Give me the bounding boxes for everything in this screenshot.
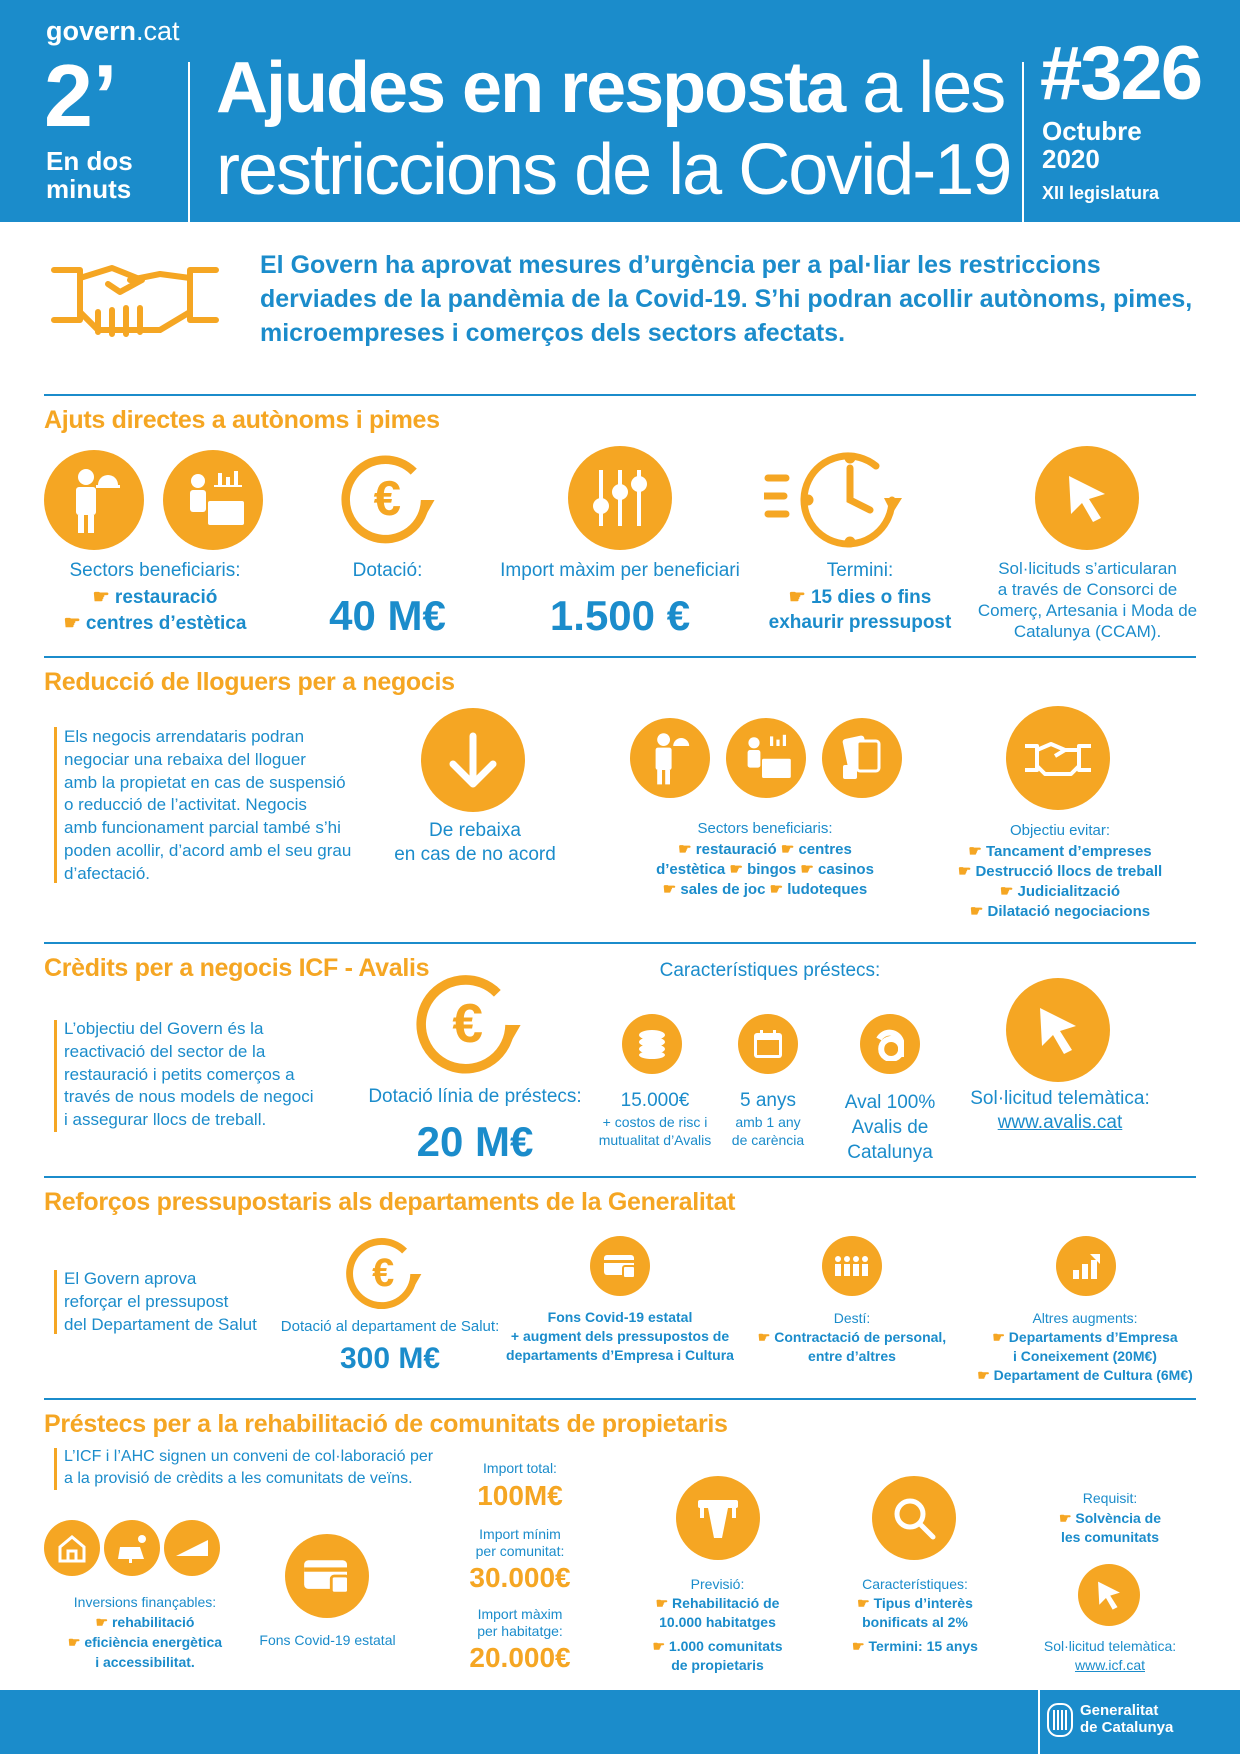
s5-req-label: Requisit: <box>1082 1490 1138 1506</box>
pointing-hand-icon: ☛ <box>780 841 799 858</box>
divider-2 <box>44 656 1196 658</box>
s3-caract-label: Característiques préstecs: <box>659 960 881 981</box>
section-title-ajuts: Ajuts directes a autònoms i pimes <box>44 406 440 434</box>
section-title-prestecs: Préstecs per a la rehabilitació de comunitats de propietaris <box>44 1410 728 1438</box>
s5-car-3: ☛ Termini: 15 anys <box>852 1638 978 1654</box>
issue-month: Octubre <box>1042 116 1142 146</box>
s5-body <box>64 1446 444 1490</box>
s4-body <box>64 1268 284 1336</box>
s5-body-line: L’ICF i l’AHC signen un conveni de col·laboració per <box>64 1448 434 1465</box>
s4-altres-3: ☛ Departament de Cultura (6M€) <box>977 1367 1193 1383</box>
title-light: a les <box>844 48 1005 128</box>
magnifier-icon <box>872 1476 956 1560</box>
ramp-icon <box>164 1520 220 1576</box>
footer-divider <box>1038 1690 1040 1754</box>
s3-c2-l2: amb 1 any <box>735 1114 801 1130</box>
cursor-icon[interactable] <box>1006 978 1110 1082</box>
issue-number: #326 <box>1040 31 1202 116</box>
s5-inv-2: ☛ eficiència energètica <box>67 1634 223 1650</box>
euro-cycle-icon <box>345 1234 429 1314</box>
pointing-hand-icon: ☛ <box>67 1634 85 1650</box>
card-lock-icon <box>590 1236 650 1296</box>
pointing-hand-icon: ☛ <box>968 843 986 860</box>
s3-c1-l3: mutualitat d’Avalis <box>598 1132 712 1148</box>
s5-body-line: a la provisió de crèdits a les comunitats de veïns. <box>64 1470 413 1487</box>
s4-dot-label: Dotació al departament de Salut: <box>280 1318 500 1335</box>
handshake-icon <box>1006 706 1110 810</box>
brand-bold: govern <box>46 16 137 46</box>
page-title-line2: restriccions de la Covid-19 <box>216 130 1011 210</box>
s2-sectors-line2: d’estètica ☛ bingos ☛ casinos <box>656 861 874 878</box>
s1-sol-line: Sol·licituds s’articularan <box>998 559 1177 578</box>
s5-car-2: bonificats al 2% <box>862 1614 968 1630</box>
s4-fons-line: + augment dels pressupostos de <box>510 1328 730 1344</box>
s3-c2-big: 5 anys <box>740 1090 796 1111</box>
s1-termini-1: ☛ 15 dies o fins <box>788 587 932 608</box>
generalitat-line: Generalitat <box>1080 1702 1159 1719</box>
s2-body-line: poden acollir, d’acord amb el seu grau <box>64 840 352 860</box>
s4-altres-2: i Coneixement (20M€) <box>1013 1348 1157 1364</box>
s1-dotacio-label: Dotació: <box>352 560 423 581</box>
s5-car-label: Característiques: <box>862 1576 968 1592</box>
s2-obj-label: Objectiu evitar: <box>1009 822 1111 839</box>
two-min-label-1: En dos <box>46 146 133 176</box>
s1-sol-line: a través de Consorci de <box>997 580 1178 599</box>
s1-import-value: 1.500 € <box>549 592 691 639</box>
footer-bar <box>0 1690 1240 1754</box>
calendar-icon <box>738 1014 798 1074</box>
s3-c1-l2: + costos de risc i <box>602 1114 708 1130</box>
pointing-hand-icon: ☛ <box>729 861 748 878</box>
s5-req-1: ☛ Solvència de <box>1058 1510 1162 1526</box>
s5-imp-max-label-2: per habitatge: <box>477 1623 563 1639</box>
s2-obj-2: ☛ Destrucció llocs de treball <box>957 863 1163 880</box>
s2-body-line: amb funcionament parcial també s’hi <box>64 818 341 838</box>
s2-obj-4: ☛ Dilatació negociacions <box>969 903 1151 920</box>
solar-panel-icon <box>104 1520 160 1576</box>
handshake-icon <box>50 250 220 346</box>
s4-body-line: El Govern aprova <box>64 1269 197 1288</box>
s2-rebaixa-1: De rebaixa <box>429 820 521 841</box>
avalis-link[interactable]: www.avalis.cat <box>997 1112 1123 1133</box>
cursor-icon[interactable] <box>1078 1564 1140 1626</box>
arrow-down-icon <box>421 708 525 812</box>
section-title-credits: Crèdits per a negocis ICF - Avalis <box>44 954 430 982</box>
s1-sol-line: Comerç, Artesania i Moda de <box>977 601 1198 620</box>
pointing-hand-icon: ☛ <box>969 903 988 920</box>
svg-text:€: € <box>372 1251 395 1296</box>
s3-c3-line: Aval 100% <box>844 1092 936 1113</box>
two-min-label-2: minuts <box>46 174 132 204</box>
pointing-hand-icon: ☛ <box>769 881 788 898</box>
svg-text:€: € <box>373 471 401 527</box>
s4-altres-label: Altres augments: <box>1032 1310 1138 1326</box>
clock-icon <box>764 444 924 554</box>
s5-imp-min: 30.000€ <box>469 1562 571 1593</box>
page-title-line1 <box>216 48 1005 128</box>
pointing-hand-icon: ☛ <box>757 1329 775 1345</box>
s2-sectors-line3: ☛ sales de joc ☛ ludoteques <box>662 881 868 898</box>
bar-chart-icon <box>1056 1236 1116 1296</box>
s1-dotacio-value: 40 M€ <box>329 592 446 639</box>
s4-desti-label: Destí: <box>833 1310 871 1326</box>
coins-icon <box>622 1014 682 1074</box>
waiter-icon <box>630 718 710 798</box>
building-icon <box>676 1476 760 1560</box>
house-icon <box>44 1520 100 1576</box>
divider-4 <box>44 1176 1196 1178</box>
s2-accent-bar <box>54 727 57 883</box>
s5-prev-4: de propietaris <box>671 1657 764 1673</box>
s3-c3-line: Catalunya <box>847 1142 933 1163</box>
pointing-hand-icon: ☛ <box>977 1367 994 1383</box>
pointing-hand-icon: ☛ <box>992 1329 1009 1345</box>
s4-fons <box>500 1308 740 1365</box>
s3-sol-label: Sol·licitud telemàtica: <box>970 1088 1150 1109</box>
cards-dice-icon <box>822 718 902 798</box>
s3-body <box>64 1018 324 1132</box>
pointing-hand-icon: ☛ <box>63 613 86 634</box>
pointing-hand-icon: ☛ <box>92 587 115 608</box>
s2-rebaixa-2: en cas de no acord <box>394 844 556 865</box>
s2-body-line: d’afectació. <box>64 863 150 883</box>
s3-c3 <box>830 1090 950 1165</box>
s3-body-line: restauració i petits comerços a <box>64 1064 295 1084</box>
waiter-icon <box>44 450 144 550</box>
s4-dot-value: 300 M€ <box>339 1342 441 1375</box>
s3-dotacio-label: Dotació línia de préstecs: <box>368 1086 582 1107</box>
pointing-hand-icon: ☛ <box>788 587 811 608</box>
s3-body-line: reactivació del sector de la <box>64 1041 266 1061</box>
s4-desti-2: entre d’altres <box>808 1348 896 1364</box>
s4-altres-1: ☛ Departaments d’Empresa <box>992 1329 1178 1345</box>
svg-text:€: € <box>452 991 484 1054</box>
s5-inv-label: Inversions finançables: <box>73 1594 217 1610</box>
s5-inv-1: ☛ rehabilitació <box>95 1614 195 1630</box>
section-title-reforcos: Reforços pressupostaris als departaments de la Generalitat <box>44 1188 736 1216</box>
pointing-hand-icon: ☛ <box>857 1595 874 1611</box>
s1-sector-1: ☛ restauració <box>92 587 218 608</box>
s2-body-line: negociar una rebaixa del lloguer <box>64 749 306 769</box>
s2-obj-1: ☛ Tancament d’empreses <box>968 843 1152 860</box>
pointing-hand-icon: ☛ <box>852 1638 869 1654</box>
beautician-icon <box>726 718 806 798</box>
s5-imp-max: 20.000€ <box>469 1642 571 1673</box>
s2-sectors-line1: ☛ restauració ☛ centres <box>678 841 852 858</box>
s2-body-line: amb la propietat en cas de suspensió <box>64 772 346 792</box>
divider-3 <box>44 942 1196 944</box>
card-lock-icon <box>285 1534 369 1618</box>
s3-c1-big: 15.000€ <box>620 1090 690 1111</box>
s5-sol-label: Sol·licitud telemàtica: <box>1043 1638 1177 1654</box>
s5-imp-total-label: Import total: <box>483 1460 557 1476</box>
s3-body-line: L’objectiu del Govern és la <box>64 1019 264 1038</box>
s5-imp-total: 100M€ <box>477 1480 563 1511</box>
s3-body-line: i assegurar llocs de treball. <box>64 1110 267 1130</box>
icf-link[interactable]: www.icf.cat <box>1074 1657 1145 1673</box>
divider-5 <box>44 1398 1196 1400</box>
s1-sol-line: Catalunya (CCAM). <box>1013 622 1162 641</box>
s2-body-line: o reducció de l’activitat. Negocis <box>64 795 307 815</box>
s5-prev-1: ☛ Rehabilitació de <box>655 1595 780 1611</box>
pointing-hand-icon: ☛ <box>957 863 976 880</box>
pointing-hand-icon: ☛ <box>999 883 1018 900</box>
pointing-hand-icon: ☛ <box>800 861 819 878</box>
s2-body <box>64 726 354 886</box>
s4-desti-1: ☛ Contractació de personal, <box>757 1329 947 1345</box>
s3-dotacio-value: 20 M€ <box>416 1118 534 1165</box>
two-min-number: 2’ <box>44 46 118 145</box>
s3-accent-bar <box>54 1020 57 1132</box>
euro-cycle-icon <box>414 970 532 1080</box>
sliders-icon <box>568 446 672 550</box>
s5-inv-3: i accessibilitat. <box>95 1654 195 1670</box>
brand-light: .cat <box>136 16 180 46</box>
cursor-icon[interactable] <box>1035 446 1139 550</box>
s3-c2-l3: de carència <box>731 1132 805 1148</box>
pointing-hand-icon: ☛ <box>662 881 681 898</box>
section-title-lloguers: Reducció de lloguers per a negocis <box>44 668 455 696</box>
s4-fons-line: departaments d’Empresa i Cultura <box>506 1347 734 1363</box>
s1-sector-2: ☛ centres d’estètica <box>63 613 247 634</box>
s1-sollicituds <box>975 558 1200 642</box>
legislature: XII legislatura <box>1042 183 1160 203</box>
s4-accent-bar <box>54 1270 57 1334</box>
s5-car-1: ☛ Tipus d’interès <box>857 1595 973 1611</box>
s2-body-line: Els negocis arrendataris podran <box>64 727 305 746</box>
s1-termini-label: Termini: <box>826 560 894 581</box>
header-divider-right <box>1022 62 1024 222</box>
s4-body-line: reforçar el pressupost <box>64 1291 229 1311</box>
title-bold: Ajudes en resposta <box>216 48 845 128</box>
s1-termini-2: exhaurir pressupost <box>768 612 952 633</box>
s5-prev-label: Previsió: <box>690 1576 745 1592</box>
s5-req-2: les comunitats <box>1060 1529 1160 1545</box>
s5-imp-min-label-1: Import mínim <box>479 1526 561 1542</box>
s5-imp-max-label-1: Import màxim <box>477 1606 563 1622</box>
header-banner <box>0 0 1240 222</box>
pointing-hand-icon: ☛ <box>1058 1510 1076 1526</box>
pointing-hand-icon: ☛ <box>652 1638 669 1654</box>
generalitat-line: de Catalunya <box>1080 1719 1174 1736</box>
header-divider-left <box>188 62 190 222</box>
s5-fons: Fons Covid-19 estatal <box>259 1632 396 1648</box>
avalis-logo-icon <box>860 1014 920 1074</box>
s4-body-line: del Departament de Salut <box>64 1314 257 1334</box>
intro-text: El Govern ha aprovat mesures d’urgència per a pal·liar les restriccions derviades de la pandèmia de la Covid-19. S’hi podran acollir autònoms, pimes, microempreses i comerços dels sectors afectats. <box>260 251 1193 347</box>
euro-cycle-icon <box>340 448 444 552</box>
s5-prev-3: ☛ 1.000 comunitats <box>652 1638 783 1654</box>
s3-c3-line: Avalis de <box>851 1117 929 1138</box>
beautician-icon <box>163 450 263 550</box>
issue-year: 2020 <box>1042 144 1100 174</box>
s1-sectors-label: Sectors beneficiaris: <box>69 560 241 581</box>
s2-obj-3: ☛ Judicialització <box>999 883 1121 900</box>
s5-imp-min-label-2: per comunitat: <box>475 1543 565 1559</box>
s5-accent-bar <box>54 1448 57 1490</box>
pointing-hand-icon: ☛ <box>678 841 696 858</box>
people-icon <box>822 1236 882 1296</box>
s2-sectors-label: Sectors beneficiaris: <box>697 820 833 837</box>
s1-import-label: Import màxim per beneficiari <box>500 560 740 581</box>
divider-1 <box>44 394 1196 396</box>
pointing-hand-icon: ☛ <box>95 1614 112 1630</box>
brand-logo <box>46 16 180 47</box>
s3-body-line: través de nous models de negoci <box>64 1087 314 1107</box>
generalitat-logo-icon <box>1046 1702 1074 1738</box>
generalitat-name <box>1080 1702 1173 1736</box>
s4-fons-line: Fons Covid-19 estatal <box>547 1309 693 1325</box>
pointing-hand-icon: ☛ <box>655 1595 673 1611</box>
s5-prev-2: 10.000 habitatges <box>659 1614 776 1630</box>
